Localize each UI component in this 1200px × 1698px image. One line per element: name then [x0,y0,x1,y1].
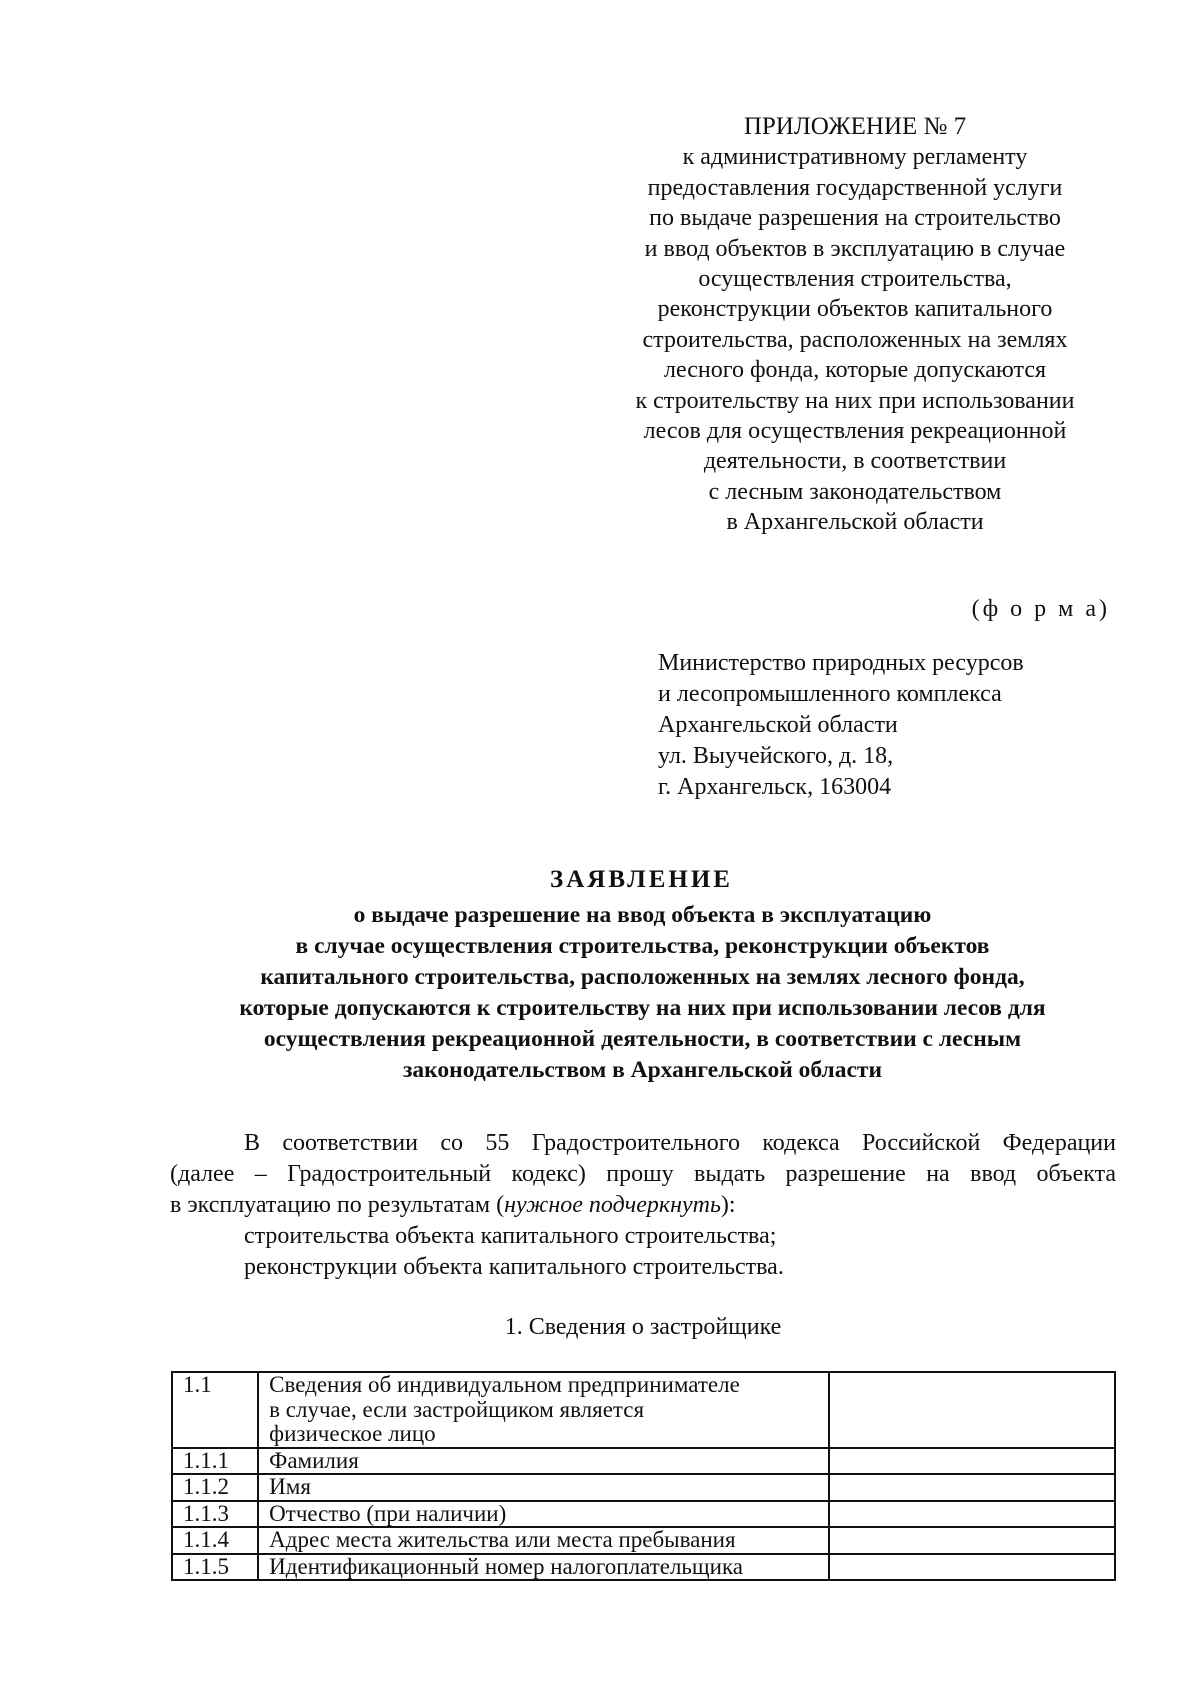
appendix-header [610,112,1100,538]
appendix-line: и ввод объектов в эксплуатацию в случае [644,235,1066,262]
appendix-line: в Архангельской области [726,509,984,536]
statement-subject [170,900,1115,1086]
row-label: Адрес места жительства или места пребывания [258,1527,829,1554]
row-label-line: Сведения об индивидуальном предпринимателе [269,1372,740,1397]
table-row [172,1501,1115,1528]
row-value-cell[interactable] [829,1448,1115,1475]
appendix-line: предоставления государственной услуги [647,174,1063,201]
table-row [172,1527,1115,1554]
body-line: В соответствии со 55 Градостроительного кодекса Российской Федерации [244,1130,1116,1156]
row-number: 1.1.4 [172,1527,258,1554]
appendix-line: лесов для осуществления рекреационной [643,418,1067,445]
row-value-cell[interactable] [829,1474,1115,1501]
row-label: Идентификационный номер налогоплательщика [258,1554,829,1581]
subject-line: о выдаче разрешение на ввод объекта в эксплуатацию [353,902,932,928]
subject-line: осуществления рекреационной деятельности, в соответствии с лесным [263,1026,1022,1052]
row-label [258,1372,829,1448]
body-text-fragment: ): [720,1192,736,1218]
table-row [172,1474,1115,1501]
row-number: 1.1.2 [172,1474,258,1501]
row-label: Имя [258,1474,829,1501]
subject-line: законодательством в Архангельской области [402,1057,883,1083]
addressee-line: г. Архангельск, 163004 [658,774,892,800]
body-italic-note: нужное подчеркнуть [504,1192,721,1218]
statement-body [170,1128,1116,1283]
row-number: 1.1.5 [172,1554,258,1581]
row-number: 1.1.3 [172,1501,258,1528]
addressee-line: Архангельской области [658,712,898,738]
addressee-line: и лесопромышленного комплекса [658,681,1002,707]
appendix-line: деятельности, в соответствии [703,448,1007,475]
table-row [172,1372,1115,1448]
subject-line: которые допускаются к строительству на них при использовании лесов для [239,995,1046,1021]
row-number: 1.1.1 [172,1448,258,1475]
appendix-line: к административному регламенту [682,144,1028,171]
table-row [172,1448,1115,1475]
row-value-cell[interactable] [829,1501,1115,1528]
row-value-cell[interactable] [829,1527,1115,1554]
row-label-line: физическое лицо [269,1421,436,1446]
row-number: 1.1 [172,1372,258,1448]
row-label: Фамилия [258,1448,829,1475]
subject-line: в случае осуществления строительства, реконструкции объектов [295,933,990,959]
appendix-line: с лесным законодательством [708,478,1002,505]
row-value-cell[interactable] [829,1554,1115,1581]
appendix-line: реконструкции объектов капитального [657,296,1053,323]
appendix-line: осуществления строительства, [698,266,1012,293]
row-label-line: в случае, если застройщиком является [269,1396,645,1422]
addressee-line: Министерство природных ресурсов [658,650,1024,676]
section-title: 1. Сведения о застройщике [504,1314,782,1340]
option-construction: строительства объекта капитального строительства; [244,1223,777,1249]
statement-title: ЗАЯВЛЕНИЕ [550,866,733,893]
addressee-block [658,648,1024,803]
appendix-line: к строительству на них при использовании [635,387,1075,414]
table-row [172,1554,1115,1581]
body-text-fragment: в эксплуатацию по результатам ( [170,1192,505,1218]
appendix-title: ПРИЛОЖЕНИЕ № 7 [743,113,967,140]
body-line: (далее – Градостроительный кодекс) прошу выдать разрешение на ввод объекта [170,1161,1116,1187]
addressee-line: ул. Выучейского, д. 18, [658,743,894,769]
appendix-line: лесного фонда, которые допускаются [663,357,1047,384]
appendix-line: строительства, расположенных на землях [642,326,1068,353]
form-label: (ф о р м а) [971,596,1110,622]
subject-line: капитального строительства, расположенных на землях лесного фонда, [260,964,1025,990]
row-value-cell[interactable] [829,1372,1115,1448]
option-reconstruction: реконструкции объекта капитального строительства. [244,1254,784,1280]
body-line-with-note [170,1190,1116,1221]
developer-info-table [171,1371,1116,1581]
appendix-line: по выдаче разрешения на строительство [649,205,1061,232]
row-label: Отчество (при наличии) [258,1501,829,1528]
